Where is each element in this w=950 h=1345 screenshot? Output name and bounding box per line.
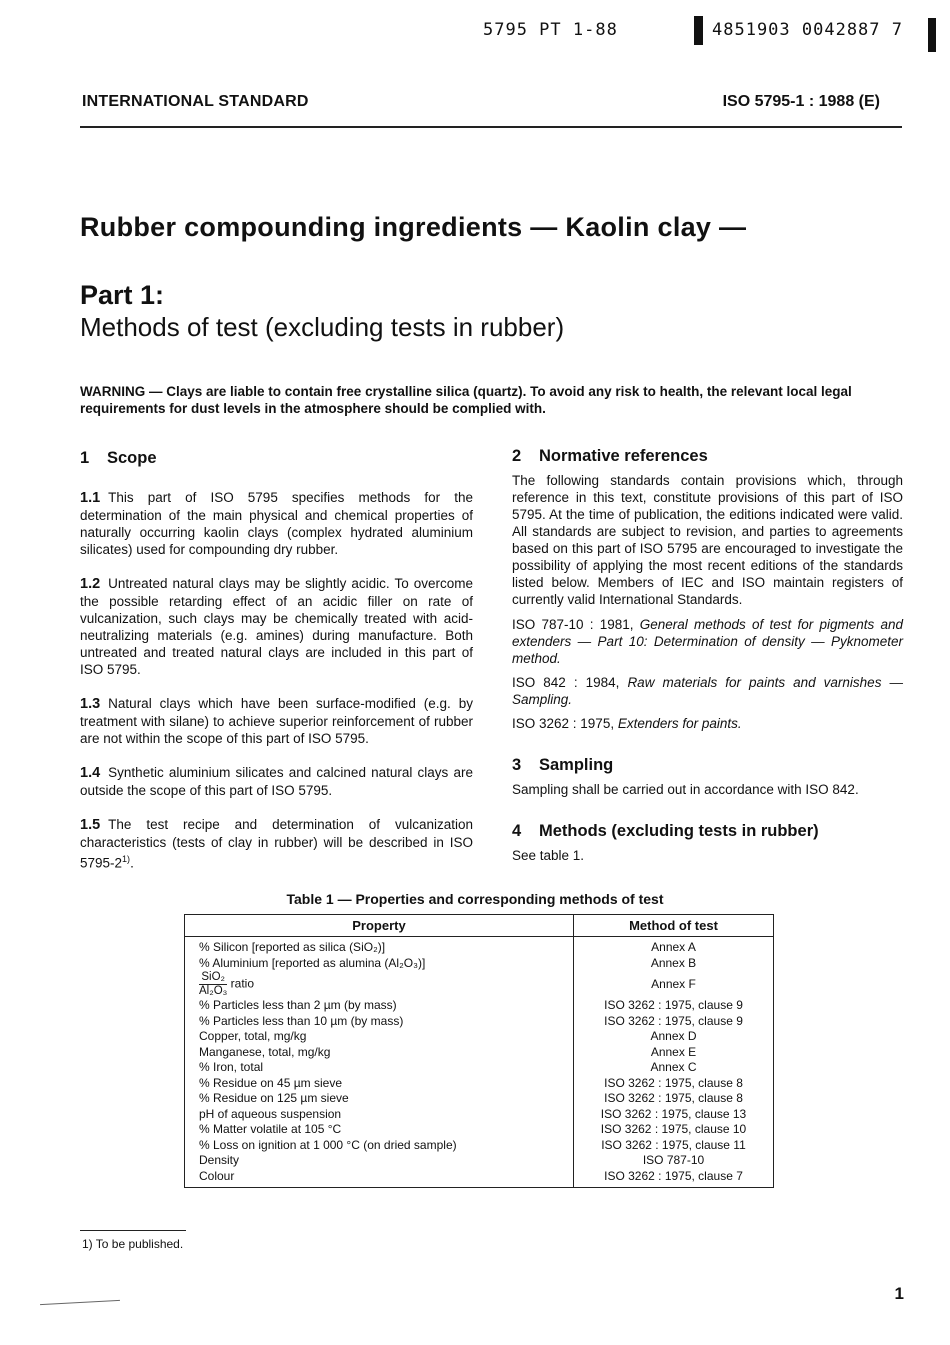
property-cell: % Residue on 125 µm sieve — [185, 1091, 574, 1107]
property-cell: % Particles less than 2 µm (by mass) — [185, 998, 574, 1014]
section-number: 3 — [512, 756, 522, 774]
left-column — [80, 450, 473, 872]
method-cell: ISO 787-10 — [574, 1153, 774, 1169]
document-title: Rubber compounding ingredients — Kaolin clay — — [80, 212, 747, 242]
clause-number: 1.1 — [80, 490, 101, 506]
reference-iso-787-10 — [512, 616, 903, 667]
clause-1-5 — [80, 816, 473, 872]
method-cell: ISO 3262 : 1975, clause 11 — [574, 1138, 774, 1154]
property-cell: pH of aqueous suspension — [185, 1107, 574, 1123]
clause-number: 1.3 — [80, 696, 101, 712]
column-header-property: Property — [185, 915, 574, 937]
clause-text: Untreated natural clays may be slightly acidic. To overcome the possible retarding effect of an acidic filler on rate of vulcanization, such clays may be chemically treated with acid-neutralizing materials (e.g. amines) during manufacture. Both untreated and treated natural clays are included in this part of ISO 5795. — [80, 576, 473, 677]
table-row — [185, 1060, 774, 1076]
table-row — [185, 971, 774, 998]
table-row — [185, 1169, 774, 1188]
clause-text: Natural clays which have been surface-modified (e.g. by treatment with silane) to achieve superior reinforcement of rubber are not within the scope of this part of ISO 5795. — [80, 696, 473, 746]
section-4-heading — [512, 823, 903, 840]
scan-edge-mark — [928, 18, 936, 52]
method-cell: ISO 3262 : 1975, clause 13 — [574, 1107, 774, 1123]
part-label: Part 1: — [80, 280, 165, 310]
property-cell: Colour — [185, 1169, 574, 1188]
property-cell: % Particles less than 10 µm (by mass) — [185, 1014, 574, 1030]
clause-number: 1.2 — [80, 576, 101, 592]
footnote: 1) To be published. — [82, 1237, 184, 1251]
method-cell: Annex C — [574, 1060, 774, 1076]
clause-end: . — [130, 855, 134, 871]
clause-1-2 — [80, 575, 473, 678]
scan-bar — [694, 16, 703, 45]
table-header-row — [185, 915, 774, 937]
table-row — [185, 1076, 774, 1092]
footnote-ref: 1) — [122, 854, 131, 864]
section-1-heading — [80, 450, 473, 467]
table-row — [185, 956, 774, 972]
method-cell: ISO 3262 : 1975, clause 10 — [574, 1122, 774, 1138]
clause-number: 1.4 — [80, 765, 101, 781]
method-cell: ISO 3262 : 1975, clause 8 — [574, 1076, 774, 1092]
section-3-heading — [512, 757, 903, 774]
fraction-denominator: Al₂O₃ — [199, 985, 228, 997]
property-cell: % Aluminium [reported as alumina (Al₂O₃)] — [185, 956, 574, 972]
clause-text: Synthetic aluminium silicates and calcined natural clays are outside the scope of this part of ISO 5795. — [80, 765, 473, 798]
property-cell: Density — [185, 1153, 574, 1169]
section-title: Methods (excluding tests in rubber) — [539, 822, 819, 840]
reference-iso-842 — [512, 674, 903, 708]
reference-code: ISO 787-10 : 1981, — [512, 617, 634, 632]
reference-code: ISO 3262 : 1975, — [512, 716, 615, 731]
table-row — [185, 1138, 774, 1154]
table-row — [185, 998, 774, 1014]
section-title: Scope — [107, 449, 157, 467]
ratio-fraction — [199, 971, 227, 998]
property-cell — [185, 971, 574, 998]
reference-code: ISO 842 : 1984, — [512, 675, 620, 690]
section-title: Sampling — [539, 756, 614, 774]
table-row — [185, 937, 774, 956]
header-standard-number: ISO 5795-1 : 1988 (E) — [722, 93, 880, 110]
method-cell: Annex F — [574, 971, 774, 998]
reference-iso-3262 — [512, 715, 903, 732]
clause-number: 1.5 — [80, 817, 101, 833]
footnote-rule — [80, 1230, 186, 1231]
table-row — [185, 1029, 774, 1045]
sampling-text: Sampling shall be carried out in accordance with ISO 842. — [512, 782, 859, 797]
section-2-heading — [512, 448, 903, 465]
header-standard-type: INTERNATIONAL STANDARD — [82, 93, 309, 110]
table-row — [185, 1045, 774, 1061]
clause-1-4 — [80, 764, 473, 799]
table-row — [185, 1107, 774, 1123]
methods-text: See table 1. — [512, 848, 585, 863]
reference-title: Raw materials for paints and varnishes — Sampling. — [512, 675, 903, 707]
warning-notice: WARNING — Clays are liable to contain free crystalline silica (quartz). To avoid any risk to health, the relevant local legal requirements for dust levels in the atmosphere should be complied with. — [80, 384, 852, 416]
normative-intro: The following standards contain provisions which, through reference in this text, constitute provisions of this part of ISO 5795. At the time of publication, the editions indicated were valid. All standards are subject to revision, and parties to agreements based on this part of ISO 5795 are encouraged to investigate the possibility of applying the most recent editions of the standards listed below. Members of IEC and ISO maintain registers of currently valid International Standards. — [512, 473, 903, 607]
property-cell: % Silicon [reported as silica (SiO₂)] — [185, 937, 574, 956]
section-title: Normative references — [539, 447, 708, 465]
clause-1-3 — [80, 695, 473, 747]
right-column — [512, 448, 903, 864]
method-cell: Annex D — [574, 1029, 774, 1045]
fraction-numerator: SiO₂ — [199, 971, 227, 985]
property-cell: % Residue on 45 µm sieve — [185, 1076, 574, 1092]
method-cell: Annex E — [574, 1045, 774, 1061]
reference-title: Extenders for paints. — [617, 716, 742, 731]
clause-text: This part of ISO 5795 specifies methods for the determination of the main physical and chemical properties of naturally occurring kaolin clays (complex hydrated aluminium silicates) used for compounding dry rubber. — [80, 490, 473, 557]
method-cell: ISO 3262 : 1975, clause 8 — [574, 1091, 774, 1107]
column-header-method: Method of test — [574, 915, 774, 937]
scan-code-left: 5795 PT 1-88 — [483, 20, 618, 40]
table-row — [185, 1153, 774, 1169]
section-number: 2 — [512, 447, 522, 465]
property-cell: % Loss on ignition at 1 000 °C (on dried sample) — [185, 1138, 574, 1154]
property-cell: Copper, total, mg/kg — [185, 1029, 574, 1045]
header-rule — [80, 126, 902, 128]
table-row — [185, 1091, 774, 1107]
table-caption: Table 1 — Properties and corresponding methods of test — [286, 891, 664, 907]
property-cell: % Iron, total — [185, 1060, 574, 1076]
clause-1-1 — [80, 489, 473, 558]
ratio-label: ratio — [230, 976, 255, 991]
table-row — [185, 1014, 774, 1030]
clause-text: The test recipe and determination of vulcanization characteristics (tests of clay in rubber) will be described in ISO 5795-2 — [80, 817, 473, 871]
section-number: 1 — [80, 449, 90, 467]
page-number: 1 — [894, 1284, 904, 1303]
section-number: 4 — [512, 822, 522, 840]
method-cell: Annex B — [574, 956, 774, 972]
table-row — [185, 1122, 774, 1138]
method-cell: ISO 3262 : 1975, clause 9 — [574, 1014, 774, 1030]
method-cell: ISO 3262 : 1975, clause 9 — [574, 998, 774, 1014]
property-cell: % Matter volatile at 105 °C — [185, 1122, 574, 1138]
part-title: Methods of test (excluding tests in rubber) — [80, 312, 565, 342]
reference-title: General methods of test for pigments and extenders — Part 10: Determination of density — Pyknometer method. — [512, 617, 903, 666]
properties-table — [184, 914, 774, 1188]
method-cell: ISO 3262 : 1975, clause 7 — [574, 1169, 774, 1188]
method-cell: Annex A — [574, 937, 774, 956]
scan-mark — [40, 1300, 120, 1305]
scan-code-right: 4851903 0042887 7 — [712, 20, 903, 40]
property-cell: Manganese, total, mg/kg — [185, 1045, 574, 1061]
